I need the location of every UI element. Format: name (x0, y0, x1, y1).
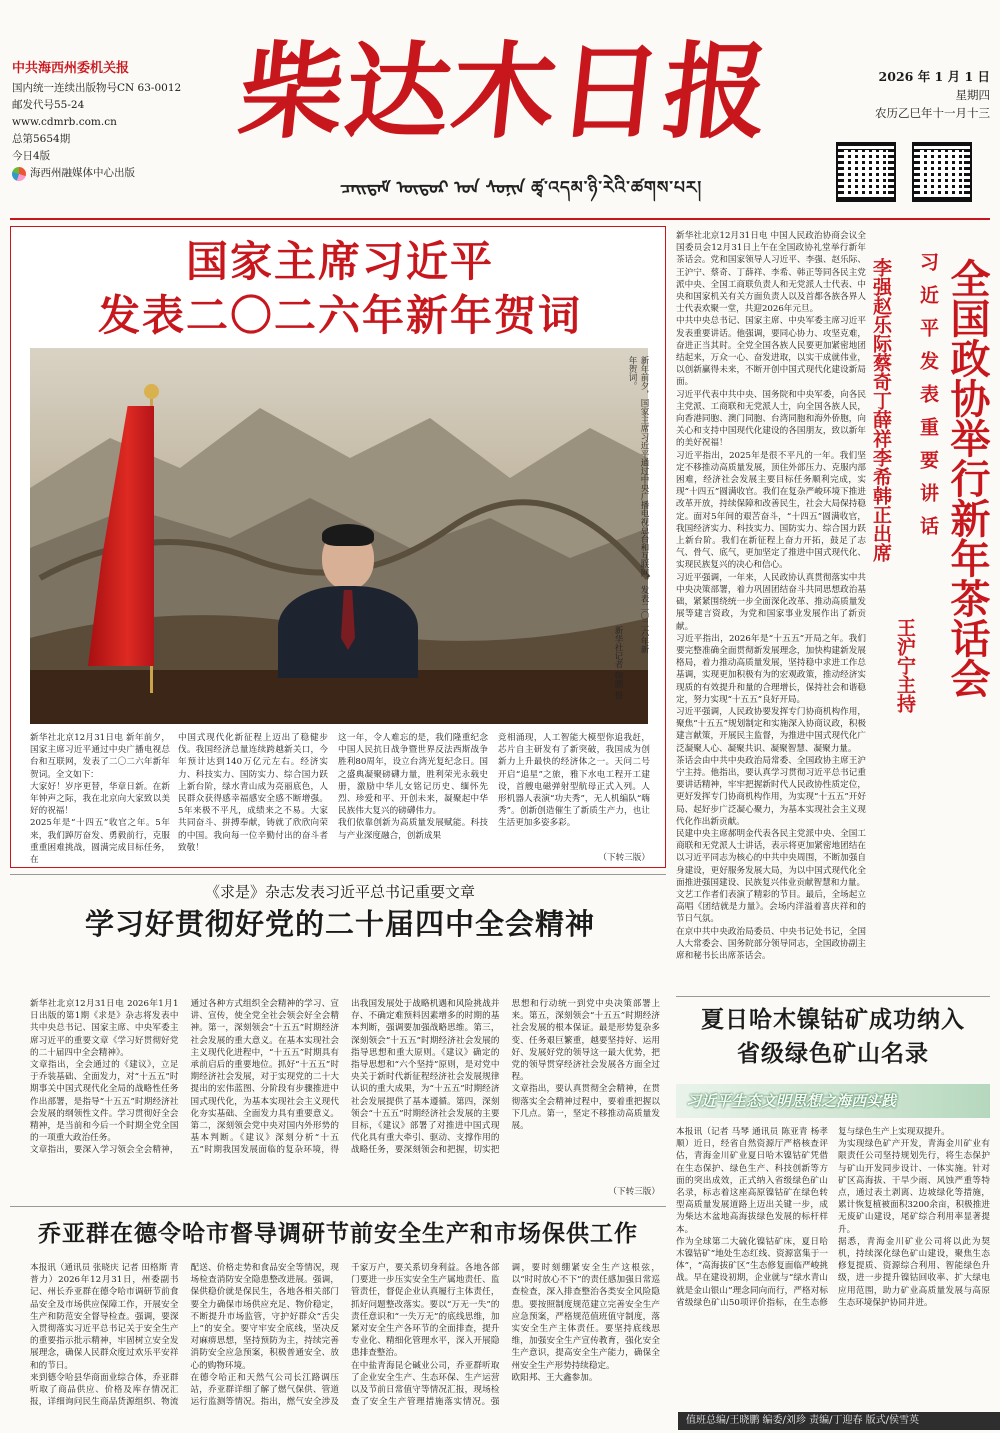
weekday: 星期四 (955, 88, 990, 102)
lead-photo (30, 348, 648, 724)
header-info (12, 60, 242, 182)
issue-date: 2026 年 1 月 1 日 (878, 69, 990, 84)
mine-title-line2: 省级绿色矿山名录 (737, 1040, 929, 1067)
safety-body: 本报讯（通讯员 张晓庆 记者 田格斯 青普力）2026年12月31日，州委副书记、州长乔亚群在德令哈市调研节前食品安全及市场供应保障工作，开展安全生产和防范安全督导检查。强调，要深入贯彻落实习近平总书记关于安全生产的重要指示批示精神，牢固树立安全发展理念，确保人民群众度过欢乐平安祥和的节日。 来到德令哈县华商面业综合体，乔亚群听取了商品供应、价格及库存情况汇报，详细询问民生商品货源组织、物流配送、价格走势和食品安全等情况，现场检查消防安全隐患整改进展。强调，保供稳价就是保民生，各地各相关部门要全力确保市场供应充足、物价稳定，不断提升市场监管，守护好群众“舌尖上”的安全。要守牢安全底线，坚决反对麻痹思想，坚持预防为主，持续完善消防安全应急预案，积极普通安全、放心的购物环境。 在德令哈正和天然气公司长江路调压站，乔亚群详细了解了燃气保供、管道运行监测等情况。指出，燃气安全涉及千家万户，要关系切身利益。各地各部门要进一步压实安全生产属地责任、监管责任，督促企业认真履行主体责任，抓好问题整改落实。要以“万无一失”的责任意识和“一失万无”的底线思维，加紧对安全生产各环节的全面排查，提升专业化、精细化管理水平，深入开展隐患排查整治。 在中盐青海昆仑碱业公司，乔亚群听取了企业安全生产、生态环保、生产运营以及节前日常值守等情况汇报，现场检查了安全生产管理措施落实情况。强调，要时刻绷紧安全生产这根弦，以“时时放心不下”的责任感加强日常巡查检查，深入排查整治各类安全风险隐患。要按照制度规范建立完善安全生产应急预案，严格规范值班值守制度，落实安全生产主体责任。要坚持底线思维，加强安全生产宣传教育，强化安全生产意识，提高安全生产能力，确保全州安全生产形势持续稳定。 欧阳邦、王大鑫参加。 (30, 1263, 660, 1408)
section-divider (10, 1206, 666, 1207)
photo-caption: 新年前夕，国家主席习近平通过中央广播电视总台和互联网，发表二〇二六年新年贺词。 (627, 356, 649, 654)
cppcc-body: 新华社北京12月31日电 中国人民政治协商会议全国委员会12月31日上午在全国政协礼堂举行新年茶话会。党和国家领导人习近平、李强、赵乐际、王沪宁、蔡奇、丁薛祥、李希、韩正等同各民主党派中央、全国工商联负责人和无党派人士代表、中央和国家机关有关方面负责人以及首都各族各界人士代表欢聚一堂，共迎2026年元旦。 中共中央总书记、国家主席、中央军委主席习近平发表重要讲话。他强调，要同心协力、攻坚克难，奋进正当其时。全党全国各族人民要更加紧密地团结起来，万众一心、奋发进取，以实干成就伟业，以创新赢得未来，不断开创中国式现代化建设新局面。 习近平代表中共中央、国务院和中央军委，向各民主党派、工商联和无党派人士，向全国各族人民，向香港同胞、澳门同胞、台湾同胞和海外侨胞，向关心和支持中国现代化建设的各国朋友，致以新年的美好祝福！ 习近平指出，2025年是很不平凡的一年。我们坚定不移推动高质量发展，顶住外部压力、克服内部困难，经济社会发展主要目标任务顺利完成，实现“十四五”圆满收官。我们在复杂严峻环境下推进改革开放，持续保障和改善民生，社会大局保持稳定。面对5年间的艰苦奋斗，“十四五”圆满收官，我国经济实力、科技实力、国防实力、综合国力跃上新台阶。我们在新征程上奋力开拓，鼓足了志气、骨气、底气，更加坚定了推进中国式现代化、实现民族复兴的决心和信心。 习近平强调，一年来，人民政协认真贯彻落实中共中央决策部署，着力巩固团结奋斗共同思想政治基础，紧紧围绕统一步全面深化改革、推动高质量发展等建言资政，为党和国家事业发展作出了新贡献。 习近平指出，2026年是“十五五”开局之年。我们要完整准确全面贯彻新发展理念，加快构建新发展格局，着力推动高质量发展，坚持稳中求进工作总基调，实现更加积极有为的宏观政策，推动经济实现质的有效提升和量的合理增长，保持社会和谐稳定，努力实现“十五五”良好开局。 习近平强调，人民政协要发挥专门协商机构作用，聚焦“十五五”规划制定和实施深入协商议政，积极建言献策，开展民主监督，为推进中国式现代化广泛凝聚人心、凝聚共识、凝聚智慧、凝聚力量。 茶话会由中共中央政治局常委、全国政协主席王沪宁主持。他指出，要认真学习贯彻习近平总书记重要讲话精神，牢牢把握新时代人民政协性质定位，更好发挥专门协商机构作用，为实现“十五五”开好局、起好步广泛凝心聚力，为基本实现社会主义现代化作出新贡献。 民建中央主席郝明金代表各民主党派中央、全国工商联和无党派人士讲话，表示将更加紧密地团结在以习近平同志为核心的中共中央周围，不断加强自身建设，更好服务发展大局，为以中国式现代化全面推进强国建设、民族复兴伟业贡献智慧和力量。 文艺工作者们表演了精彩的节目。最后，全场起立高唱《团结就是力量》。会场内洋溢着喜庆祥和的节日气氛。 在京中共中央政治局委员、中央书记处书记，全国人大常委会、国务院部分领导同志，全国政协副主席和秘书长出席茶话会。 (676, 231, 866, 961)
website[interactable]: www.cdmrb.com.cn (12, 116, 117, 128)
issue-number: 总第5654期 (12, 133, 71, 145)
flag-top-icon (144, 384, 159, 399)
speaker-figure (278, 528, 418, 678)
mine-banner (676, 1084, 990, 1118)
qiushi-continued: （下转三版） (608, 1187, 660, 1197)
section-divider (676, 996, 990, 997)
qiushi-columns (30, 998, 660, 1194)
cppcc-subtitle-3: 王沪宁主持 (894, 618, 916, 713)
cppcc-title: 全国政协举行新年茶话会 (944, 258, 991, 698)
lead-title-line1: 国家主席习近平 (185, 237, 494, 286)
qr-code-icon[interactable] (912, 142, 972, 202)
page-count: 今日4版 (12, 150, 51, 162)
safety-title: 乔亚群在德令哈市督导调研节前安全生产和市场保供工作 (38, 1220, 638, 1247)
mine-columns (676, 1126, 990, 1408)
cppcc-subtitle-1: 习近平发表重要讲话 (917, 252, 939, 549)
lead-col-3: 这一年，令人难忘的是，我们隆重纪念中国人民抗日战争暨世界反法西斯战争胜利80周年，设立台湾光复纪念日。国之盛典凝聚磅礴力量，胜利荣光永载史册，激励中华儿女铭记历史、缅怀先烈、珍爱和平、开创未来，凝聚起中华民族伟大复兴的磅礴伟力。 我们依靠创新为高质量发展赋能。科技与产业深度融合，创新成果 (338, 733, 488, 841)
masthead-logo: 柴达木日报 (233, 30, 777, 153)
publisher (12, 165, 242, 182)
postal-code: 邮发代号55-24 (12, 99, 85, 111)
qiushi-kicker: 《求是》杂志发表习近平总书记重要文章 (204, 883, 475, 901)
section-divider (10, 874, 666, 875)
lunar-date: 农历乙巳年十一月十三 (875, 106, 990, 120)
date-block (800, 68, 990, 122)
editor-credits: 值班总编/王晓鹏 编委/刘珍 责编/丁迎春 版式/侯雪英 (678, 1412, 1000, 1430)
qiushi-body: 新华社北京12月31日电 2026年1月1日出版的第1期《求是》杂志将发表中共中央总书记、国家主席、中央军委主席习近平的重要文章《学习好贯彻好党的二十届四中全会精神》。 文章指出，全会通过的《建议》，立足于乔装基础、全面发力，对“十五五”时期事关中国式现代化全局的战略性任务作出部署，是指导“十五五”时期经济社会发展的纲领性文件。学习贯彻好全会精神，是当前和今后一个时期全党全国的一项重大政治任务。 文章指出，要深入学习领会全会精神，通过各种方式组织全会精神的学习、宣讲、宣传，使全党全社会领会好全会精神。第一，深刻领会“十五五”时期经济社会发展的重大意义。在基本实现社会主义现代化进程中，“十五五”时期具有承前启后的重要地位。抓好“十五五”时期经济社会发展，对于实现党的二十大提出的宏伟蓝图、分阶段有步骤推进中国式现代化，为基本实现社会主义现代化夯实基础、全面发力具有重要意义。第二，深刻领会党中央对国内外形势的基本判断。《建议》深刻分析“十五五”时期我国发展面临的复杂环境，得出我国发展处于战略机遇和风险挑战并存、不确定难预料因素增多的时期的基本判断，强调要加强战略思维。第三，深刻领会“十五五”时期经济社会发展的指导思想和重大原则。《建议》确定的指导思想和“六个坚持”原则，是对党中央关于新时代新征程经济社会发展规律认识的重大成果，为“十五五”时期经济社会发展提供了基本遵循。第四，深刻领会“十五五”时期经济社会发展的主要目标，《建议》部署了对推进中国式现代化具有重大牵引、驱动、支撑作用的战略任务，要深刻领会和把握，切实把思想和行动统一到党中央决策部署上来。第五，深刻领会“十五五”时期经济社会发展的根本保证。最是形势复杂多变、任务艰巨繁重，越要坚持好、运用好、发展好党的领导这一最大优势，把党的领导贯穿经济社会发展各方面全过程。 文章指出，要认真贯彻全会精神，在贯彻落实全会精神过程中，要着重把握以下几点。第一，坚定不移推动高质量发展。 (30, 999, 660, 1156)
qiushi-title: 学习好贯彻好党的二十届四中全会精神 (84, 907, 595, 941)
masthead-subscript: ᠴᠠᠢᠳᠠᠮ ᠦᠳᠦᠷ ᠤᠨ ᠰᠣᠨᠢᠨ ཚྭ་འདམ་ཉི་རེའི་ཚགས་པར། (340, 178, 703, 198)
publisher-name: 海西州融媒体中心出版 (30, 167, 135, 179)
desk (30, 670, 648, 724)
safety-columns (30, 1262, 660, 1428)
header-divider (10, 218, 990, 220)
speaker-hair (322, 524, 374, 546)
organ-label: 中共海西州委机关报 (12, 61, 130, 76)
publisher-logo-icon (12, 167, 26, 181)
mine-title-line1: 夏日哈木镍钴矿成功纳入 (701, 1006, 965, 1033)
issn-line: 国内统一连续出版物号CN 63-0012 (12, 82, 182, 94)
lead-title-line2: 发表二〇二六年新年贺词 (97, 291, 582, 340)
lead-col-4: 竞相涌现，人工智能大模型你追我赶，芯片自主研发有了新突破，我国成为创新力上升最快的经济体之一。天问二号开启“追星”之旅，雅下水电工程开工建设，首艘电磁弹射型航母正式入列。人形机器人表演“功夫秀”，无人机编队“嗨秀”。创新创造催生了新质生产力，也让生活更加多姿多彩。 (498, 733, 650, 829)
mine-body: 本报讯（记者 马琴 通讯员 陈亚青 杨孝顺）近日，经省自然资源厅严格核查评估，青海金川矿业夏日哈木镍钴矿凭借在生态保护、绿色生产、科技创新等方面的突出成效，正式纳入省级绿色矿山名录，标志着这座高原镍钴矿在绿色转型高质量发展道路上迈出关键一步，成为柴达木盆地高海拔绿色发展的标杆样本。 作为全球第二大硫化镍钴矿床，夏日哈木镍钴矿“地处生态红线、资源富集于一体”，“高海拔矿区”生态修复面临严峻挑战。早在建设初期，企业就与“绿水青山就是金山银山”理念同向而行，严格对标省级绿色矿山50项评价指标，在生态修复与绿色生产上实现双提升。 为实现绿色矿产开发，青海金川矿业有限责任公司坚持规划先行，将生态保护与矿山开发同步设计、一体实施。针对矿区高海拔、干旱少雨、风蚀严重等特点，通过表土剥离、边坡绿化等措施，累计恢复植被面积3200余亩，积极推进无废矿山建设，尾矿综合利用率显著提升。 据悉，青海金川矿业公司将以此为契机，持续深化绿色矿山建设，聚焦生态修复提质、资源综合利用、智能绿色升级，进一步提升镍钴回收率、扩大绿电应用范围，助力矿业高质量发展与高原生态环境保护协同并进。 (676, 1127, 990, 1308)
lead-continued: （下转三版） (598, 853, 650, 863)
qr-code-icon[interactable] (836, 142, 896, 202)
mine-banner-text: 习近平生态文明思想之海西实践 (686, 1092, 897, 1110)
lead-col-2: 中国式现代化新征程上迈出了稳健步伐。我国经济总量连续跨越新关口，今年预计达到140万亿元左右。经济实力、科技实力、国防实力、综合国力跃上新台阶，绿水青山成为亮丽底色，人民群众获得感幸福感安全感不断增强。5年来极不平凡，成绩来之不易。大家共同奋斗、拼搏奉献，铸就了欣欣向荣的中国。我向每一位辛勤付出的奋斗者致敬！ (178, 733, 328, 853)
cppcc-subtitle-2: 李强赵乐际蔡奇丁薛祥李希韩正出席 (870, 258, 892, 562)
lead-col-1: 新华社北京12月31日电 新年前夕，国家主席习近平通过中央广播电视总台和互联网，发表了二〇二六年新年贺词。全文如下： 大家好！岁序更替，华章日新。在新年钟声之际，我在北京向大家致以美好的祝福！ 2025年是“十四五”收官之年。5年来，我们踔厉奋发、勇毅前行，克服重重困难挑战，圆满完成目标任务，在 (30, 733, 170, 866)
photo-credit: 新华社记者 鞠鹏 摄 (613, 626, 623, 700)
